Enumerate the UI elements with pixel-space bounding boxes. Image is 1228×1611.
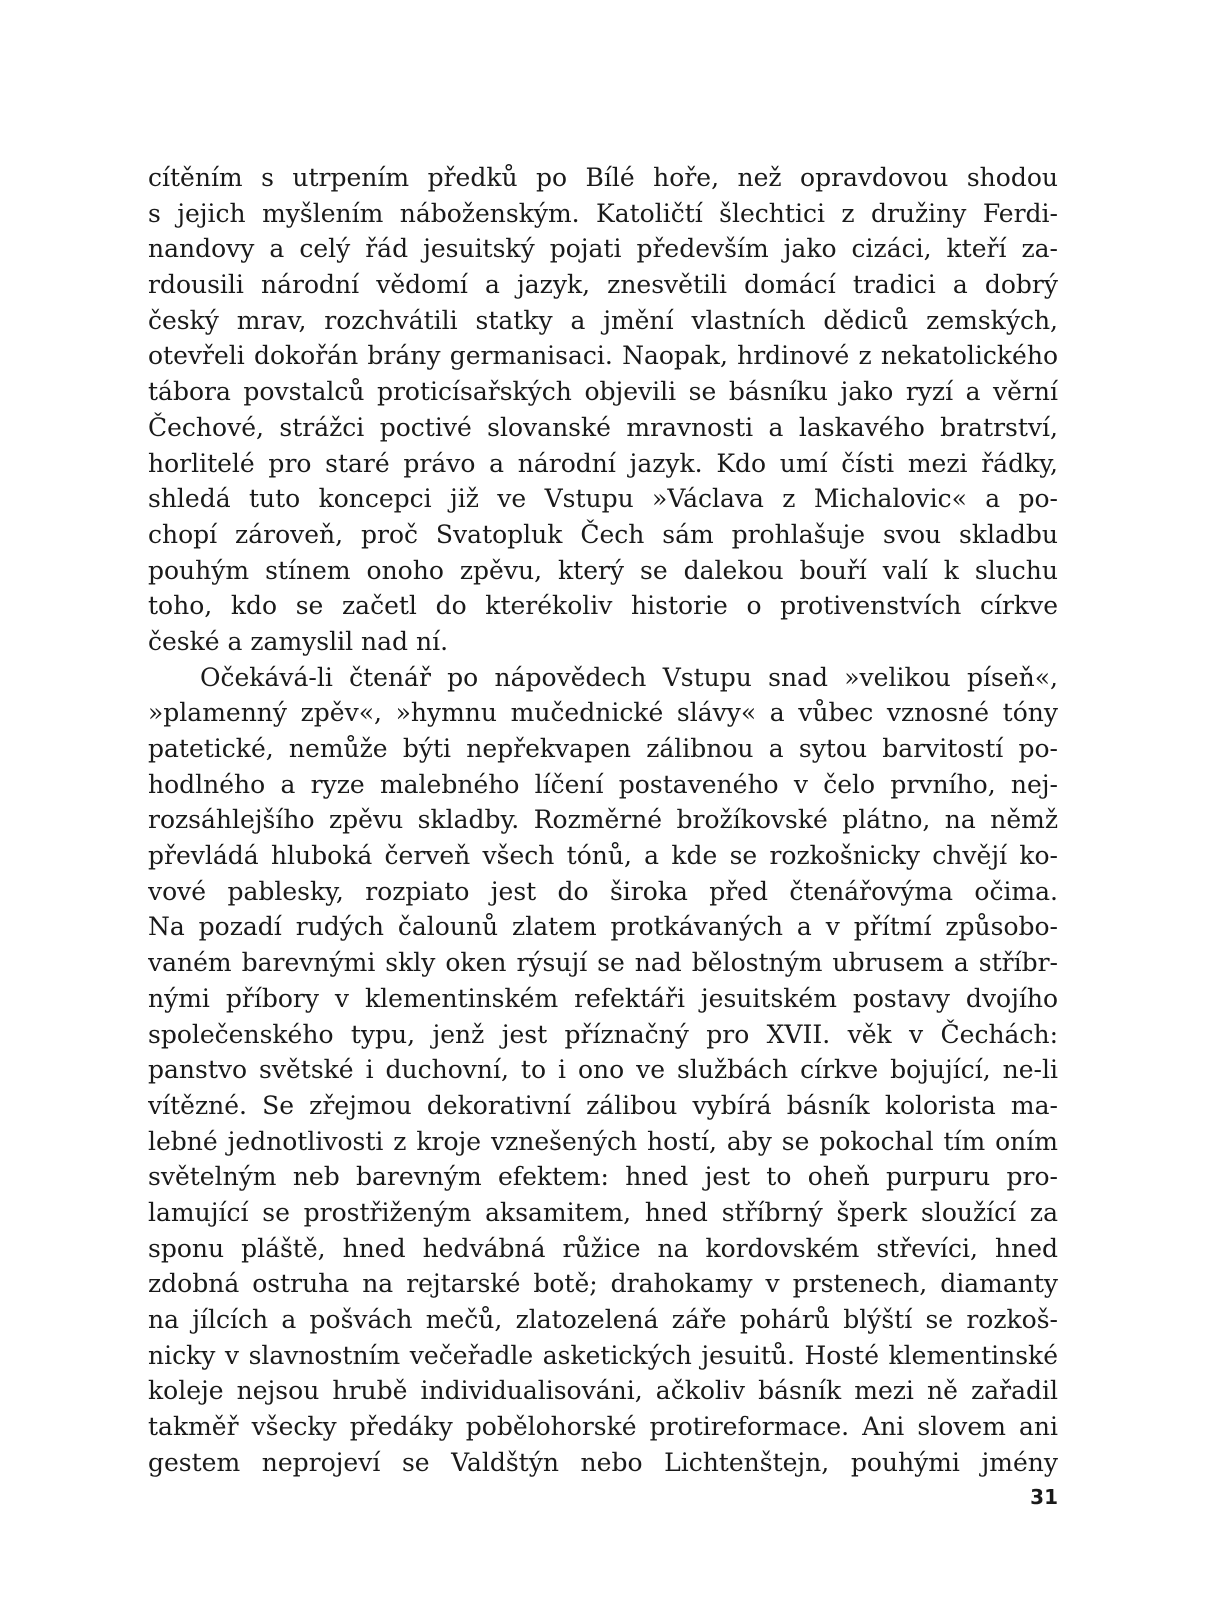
text-line: koleje nejsou hrubě individualisováni, ačkoliv básník mezi ně zařadil	[148, 1376, 1058, 1406]
text-line: světelným neb barevným efektem: hned jest to oheň purpuru pro-	[148, 1162, 1058, 1192]
text-line: zdobná ostruha na rejtarské botě; drahokamy v prstenech, diamanty	[148, 1269, 1058, 1299]
text-line: hodlného a ryze malebného líčení postaveného v čelo prvního, nej-	[148, 769, 1058, 799]
text-line: nandovy a celý řád jesuitský pojati především jako cizáci, kteří za-	[148, 234, 1058, 264]
text-line: české a zamyslil nad ní.	[148, 626, 449, 656]
page-number: 31	[1030, 1485, 1058, 1509]
text-line: Očekává-li čtenář po nápovědech Vstupu snad »velikou píseň«,	[200, 662, 1058, 692]
text-line: otevřeli dokořán brány germanisaci. Naopak, hrdinové z nekatolického	[148, 341, 1058, 371]
text-line: s jejich myšlením náboženským. Katoličtí šlechtici z družiny Ferdi-	[148, 198, 1058, 228]
text-line: takměř všecky předáky pobělohorské protireformace. Ani slovem ani	[148, 1412, 1058, 1442]
text-line: Čechové, strážci poctivé slovanské mravnosti a laskavého bratrství,	[148, 412, 1058, 442]
text-line: společenského typu, jenž jest příznačný pro XVII. věk v Čechách:	[148, 1019, 1058, 1049]
text-line: rdousili národní vědomí a jazyk, znesvětili domácí tradici a dobrý	[148, 270, 1058, 300]
text-line: český mrav, rozchvátili statky a jmění vlastních dědiců zemských,	[148, 305, 1058, 335]
text-line: panstvo světské i duchovní, to i ono ve službách církve bojující, ne-li	[148, 1055, 1058, 1085]
text-line: horlitelé pro staré právo a národní jazyk. Kdo umí čísti mezi řádky,	[148, 448, 1058, 478]
paragraph	[148, 160, 1058, 660]
text-line: gestem neprojeví se Valdštýn nebo Lichtenštejn, pouhými jmény	[148, 1447, 1058, 1477]
text-line: sponu pláště, hned hedvábná růžice na kordovském střevíci, hned	[148, 1233, 1058, 1263]
text-line: vové pablesky, rozpiato jest do široka před čtenářovýma očima.	[148, 876, 1058, 906]
text-line: rozsáhlejšího zpěvu skladby. Rozměrné brožíkovské plátno, na němž	[148, 805, 1058, 835]
paragraph	[148, 660, 1058, 1481]
text-line: chopí zároveň, proč Svatopluk Čech sám prohlašuje svou skladbu	[148, 519, 1058, 549]
text-line: patetické, nemůže býti nepřekvapen zálibnou a sytou barvitostí po-	[148, 734, 1058, 763]
text-line: nicky v slavnostním večeřadle asketických jesuitů. Hosté klementinské	[148, 1340, 1058, 1370]
text-line: toho, kdo se začetl do kterékoliv historie o protivenstvích církve	[148, 591, 1058, 621]
text-line: tábora povstalců proticísařských objevili se básníku jako ryzí a věrní	[148, 377, 1058, 407]
text-line: na jílcích a pošvách mečů, zlatozelená záře pohárů blýští se rozkoš-	[148, 1305, 1058, 1334]
text-line: pouhým stínem onoho zpěvu, který se dalekou bouří valí k sluchu	[148, 555, 1058, 585]
text-line: cítěním s utrpením předků po Bílé hoře, než opravdovou shodou	[148, 163, 1058, 192]
text-line: shledá tuto koncepci již ve Vstupu »Václava z Michalovic« a po-	[148, 484, 1058, 514]
text-line: lamující se prostřiženým aksamitem, hned stříbrný šperk sloužící za	[148, 1197, 1058, 1227]
text-line: lebné jednotlivosti z kroje vznešených hostí, aby se pokochal tím oním	[148, 1126, 1058, 1156]
body-text	[148, 160, 1058, 1480]
text-line: vaném barevnými skly oken rýsují se nad bělostným ubrusem a stříbr-	[148, 948, 1058, 978]
text-line: vítězné. Se zřejmou dekorativní zálibou vybírá básník kolorista ma-	[148, 1090, 1058, 1120]
text-line: Na pozadí rudých čalounů zlatem protkávaných a v přítmí způsobo-	[148, 912, 1058, 942]
text-line: nými příbory v klementinském refektáři jesuitském postavy dvojího	[148, 983, 1058, 1013]
text-line: převládá hluboká červeň všech tónů, a kde se rozkošnicky chvějí ko-	[148, 841, 1058, 871]
text-line: »plamenný zpěv«, »hymnu mučednické slávy« a vůbec vznosné tóny	[148, 698, 1058, 728]
